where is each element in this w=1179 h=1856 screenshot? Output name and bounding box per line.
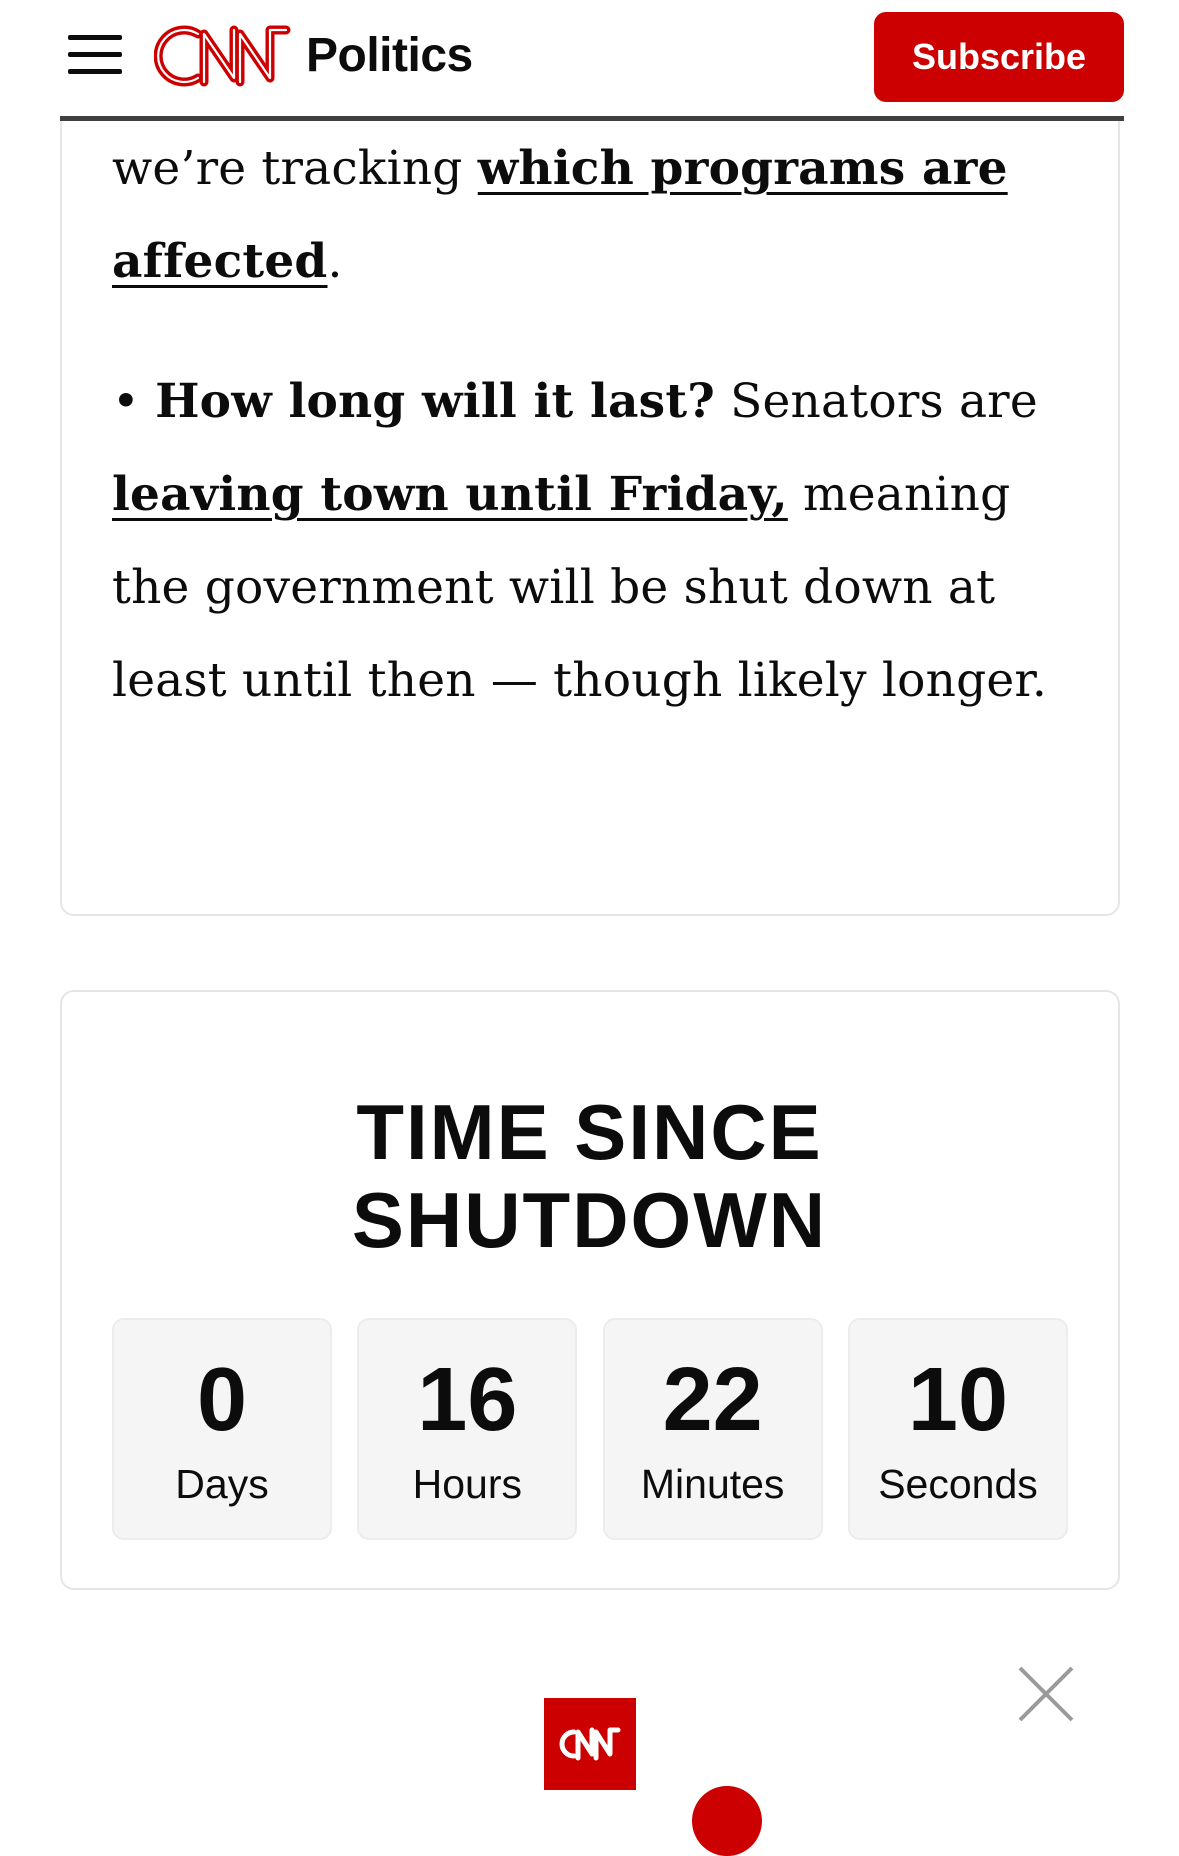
subscribe-button[interactable]: Subscribe (874, 12, 1124, 102)
days-value: 0 (196, 1350, 248, 1450)
article-text-span: . (327, 234, 343, 289)
cnn-logo[interactable] (154, 24, 296, 88)
hamburger-menu-icon[interactable] (68, 32, 124, 76)
section-name[interactable]: Politics (306, 29, 473, 82)
site-header (0, 0, 1179, 120)
article-text-span: Senators are (715, 374, 1038, 429)
countdown-units (112, 1318, 1068, 1540)
hours-label: Hours (412, 1461, 523, 1507)
close-icon[interactable] (1016, 1664, 1076, 1724)
seconds-label: Seconds (878, 1461, 1038, 1507)
header-divider (60, 116, 1124, 121)
countdown-title (0, 1088, 1179, 1264)
bold-question: How long will it last? (155, 374, 715, 429)
minutes-label: Minutes (640, 1461, 785, 1507)
countdown-seconds (848, 1318, 1068, 1540)
ad-cnn-logo-mark (544, 1698, 636, 1790)
article-text-span: we’re tracking (112, 141, 478, 196)
minutes-value: 22 (662, 1350, 763, 1450)
bullet: • (112, 374, 156, 429)
seconds-value: 10 (907, 1350, 1009, 1450)
hours-value: 16 (417, 1350, 518, 1450)
days-label: Days (175, 1461, 269, 1507)
article-text-span: meaning the government will be shut down at least until then — though likely longer. (112, 467, 1048, 708)
ad-cnn-logo[interactable] (544, 1698, 636, 1790)
countdown-title-text: TIME SINCE SHUTDOWN (351, 1088, 828, 1264)
article-paragraph-2 (112, 355, 1072, 727)
countdown-hours (357, 1318, 577, 1540)
countdown-minutes (603, 1318, 823, 1540)
countdown-days (112, 1318, 332, 1540)
article-paragraph-1 (112, 122, 1072, 308)
leaving-town-link[interactable]: leaving town until Friday, (112, 467, 788, 522)
programs-affected-link[interactable]: which programs are affected (112, 141, 1008, 289)
